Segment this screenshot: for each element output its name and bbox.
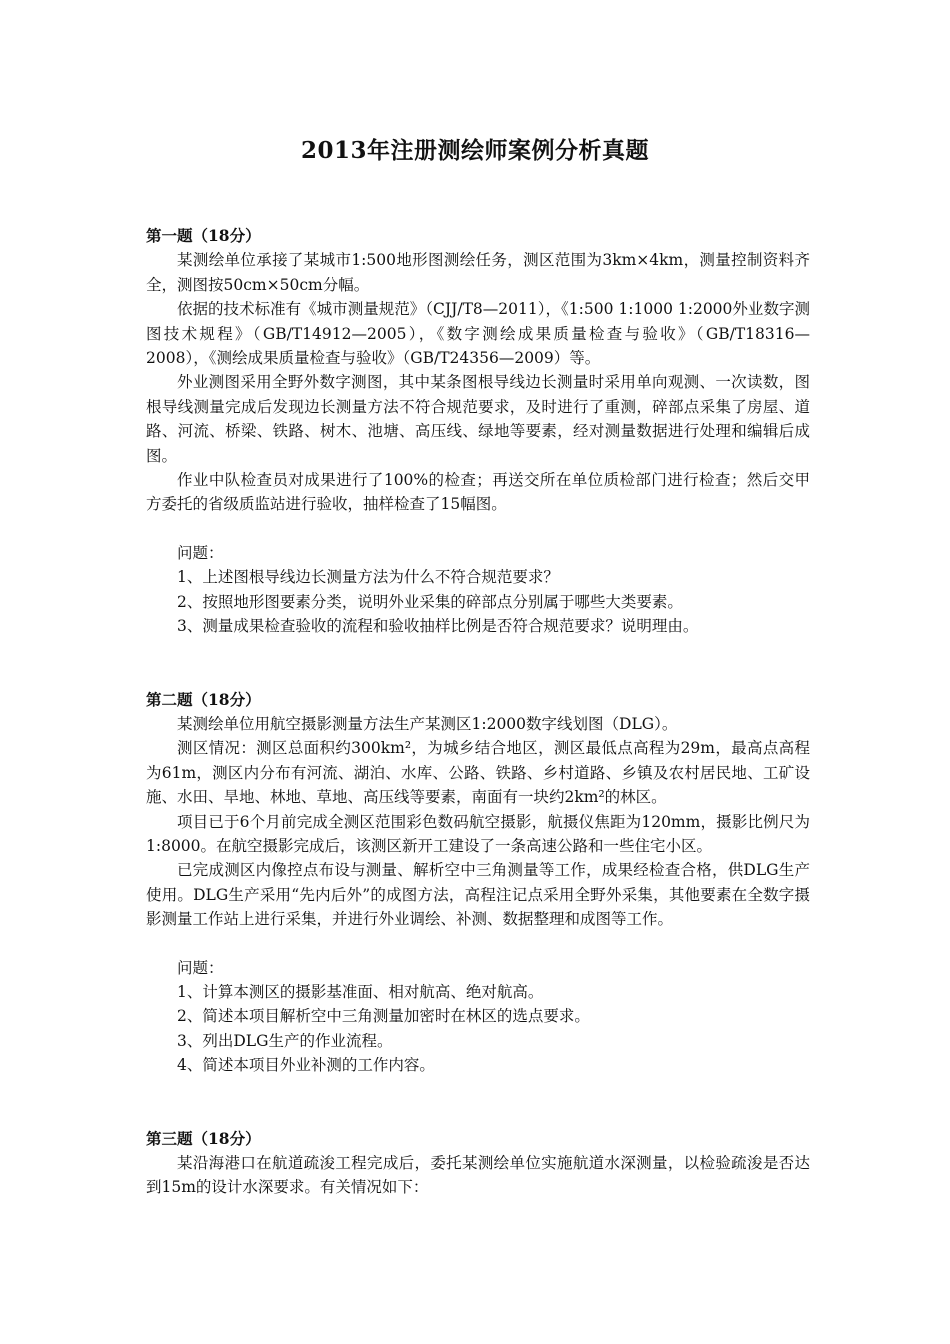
questions-label: 问题：: [177, 543, 224, 562]
section-1: [146, 224, 810, 639]
spacer: [146, 639, 810, 688]
spacer: [146, 932, 810, 956]
paragraph: 某沿海港口在航道疏浚工程完成后，委托某测绘单位实施航道水深测量，以检验疏浚是否达到15m的设计水深要求。有关情况如下：: [146, 1154, 810, 1197]
section-3: [146, 1127, 810, 1200]
paragraph: 外业测图采用全野外数字测图，其中某条图根导线边长测量时采用单向观测、一次读数，图根导线测量完成后发现边长测量方法不符合规范要求，及时进行了重测，碎部点采集了房屋、道路、河流、桥梁、铁路、树木、池塘、高压线、绿地等要素，经对测量数据进行处理和编辑后成图。: [146, 373, 810, 465]
section-heading: 第二题（18分）: [146, 689, 261, 709]
question-item: 2、按照地形图要素分类，说明外业采集的碎部点分别属于哪些大类要素。: [177, 592, 683, 611]
question-item: 4、简述本项目外业补测的工作内容。: [177, 1056, 435, 1075]
spacer: [146, 517, 810, 541]
document-title: 2013年注册测绘师案例分析真题: [300, 137, 649, 164]
paragraph: 依据的技术标准有《城市测量规范》（CJJ/T8—2011），《1:500 1:1000 1:2000外业数字测图技术规程》（GB/T14912—2005），《数字测绘成果质量检查与验收》（GB/T18316—2008），《测绘成果质量检查与验收》（GB/T24356—2009）等。: [146, 300, 810, 368]
paragraph: 某测绘单位用航空摄影测量方法生产某测区1:2000数字线划图（DLG）。: [177, 714, 678, 733]
spacer: [146, 1078, 810, 1127]
question-item: 1、计算本测区的摄影基准面、相对航高、绝对航高。: [177, 982, 544, 1001]
section-2: [146, 688, 810, 1078]
question-item: 3、测量成果检查验收的流程和验收抽样比例是否符合规范要求？说明理由。: [177, 617, 699, 636]
paragraph: 已完成测区内像控点布设与测量、解析空中三角测量等工作，成果经检查合格，供DLG生产使用。DLG生产采用“先内后外”的成图方法，高程注记点采用全野外采集，其他要素在全数字摄影测量工作站上进行采集，并进行外业调绘、补测、数据整理和成图等工作。: [146, 861, 810, 929]
paragraph: 项目已于6个月前完成全测区范围彩色数码航空摄影，航摄仪焦距为120mm，摄影比例尺为1:8000。在航空摄影完成后，该测区新开工建设了一条高速公路和一些住宅小区。: [146, 812, 810, 855]
paragraph: 作业中队检查员对成果进行了100%的检查；再送交所在单位质检部门进行检查；然后交甲方委托的省级质监站进行验收，抽样检查了15幅图。: [146, 471, 810, 514]
paragraph: 测区情况：测区总面积约300km²，为城乡结合地区，测区最低点高程为29m，最高点高程为61m，测区内分布有河流、湖泊、水库、公路、铁路、乡村道路、乡镇及农村居民地、工矿设施、水田、旱地、林地、草地、高压线等要素，南面有一块约2km²的林区。: [146, 739, 810, 807]
question-item: 2、简述本项目解析空中三角测量加密时在林区的选点要求。: [177, 1007, 590, 1026]
section-heading: 第三题（18分）: [146, 1128, 261, 1148]
paragraph: 某测绘单位承接了某城市1:500地形图测绘任务，测区范围为3km×4km，测量控制资料齐全，测图按50cm×50cm分幅。: [146, 251, 810, 294]
section-heading: 第一题（18分）: [146, 226, 261, 245]
questions-label: 问题：: [177, 958, 224, 977]
document-body: [146, 224, 810, 1200]
question-item: 3、列出DLG生产的作业流程。: [177, 1031, 393, 1050]
question-item: 1、上述图根导线边长测量方法为什么不符合规范要求？: [177, 568, 559, 587]
